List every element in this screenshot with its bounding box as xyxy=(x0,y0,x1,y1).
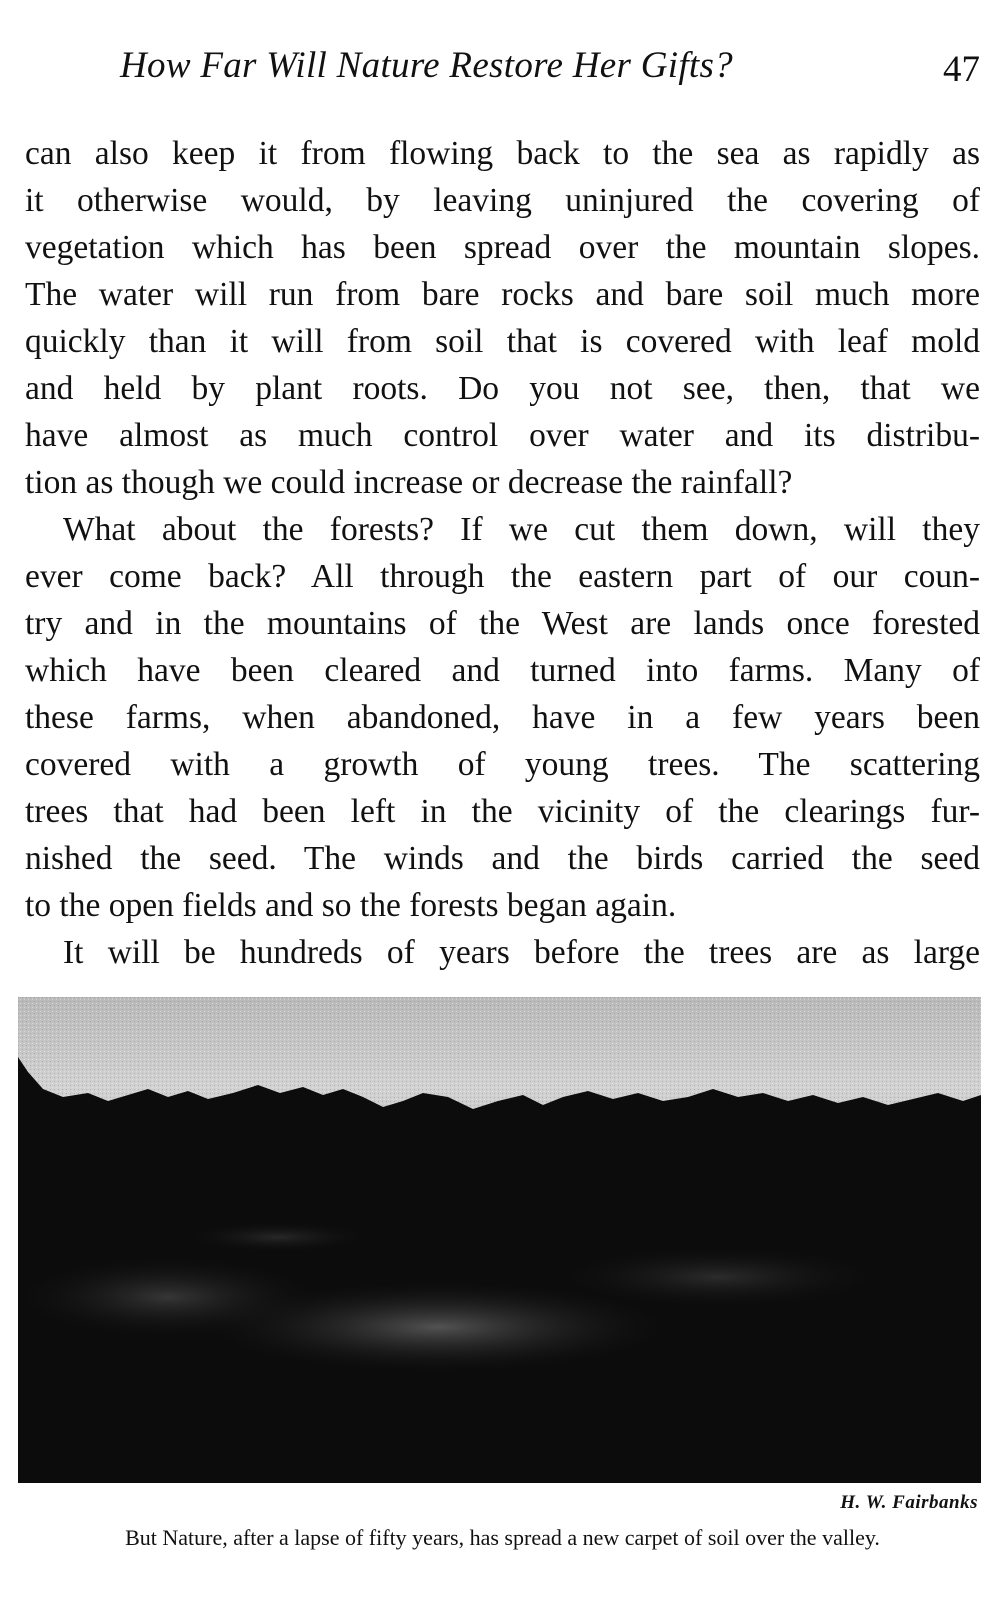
photo-credit: H. W. Fairbanks xyxy=(840,1492,978,1513)
figure-caption: But Nature, after a lapse of fifty years, has spread a new carpet of soil over the valley. xyxy=(125,1525,880,1550)
text-line: nished the seed. The winds and the birds carried the seed xyxy=(25,840,980,877)
text-line: it otherwise would, by leaving uninjured the covering of xyxy=(25,182,980,219)
page-number: 47 xyxy=(943,49,980,90)
text-line: covered with a growth of young trees. The scattering xyxy=(25,746,980,783)
body-text xyxy=(25,130,980,976)
text-line: try and in the mountains of the West are lands once forested xyxy=(25,605,980,642)
forest-photograph xyxy=(18,997,981,1483)
text-line: trees that had been left in the vicinity of the clearings fur- xyxy=(25,793,980,830)
text-line: tion as though we could increase or decrease the rainfall? xyxy=(25,464,793,501)
forest-photo-image xyxy=(18,997,981,1483)
text-line: which have been cleared and turned into farms. Many of xyxy=(25,652,980,689)
text-line: can also keep it from flowing back to the sea as rapidly as xyxy=(25,135,980,172)
text-line: vegetation which has been spread over the mountain slopes. xyxy=(25,229,980,266)
text-line: It will be hundreds of years before the trees are as large xyxy=(63,934,980,971)
running-title: How Far Will Nature Restore Her Gifts? xyxy=(120,45,733,86)
text-line: The water will run from bare rocks and bare soil much more xyxy=(25,276,980,313)
text-line: ever come back? All through the eastern part of our coun- xyxy=(25,558,980,595)
text-line: have almost as much control over water and its distribu- xyxy=(25,417,980,454)
text-line: and held by plant roots. Do you not see, then, that we xyxy=(25,370,980,407)
text-line: quickly than it will from soil that is covered with leaf mold xyxy=(25,323,980,360)
text-line: What about the forests? If we cut them down, will they xyxy=(63,511,980,548)
text-line: these farms, when abandoned, have in a few years been xyxy=(25,699,980,736)
running-head xyxy=(120,38,980,98)
text-line: to the open fields and so the forests began again. xyxy=(25,887,677,924)
